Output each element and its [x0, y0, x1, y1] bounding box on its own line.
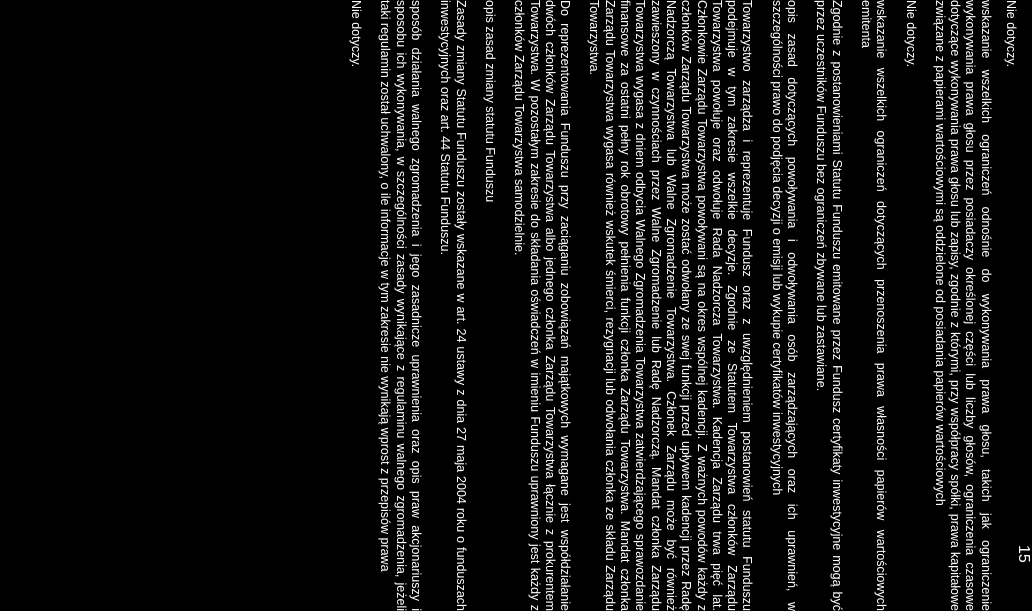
section-heading: wskazanie wszelkich ograniczeń odnośnie do wykonywania prawa głosu, takich jak ograniczenie wykonywania prawa głosu przez posiadaczy określonej części lub liczby głosów, ograniczenia czasowe dotyczące wykonywania prawa głosu lub zapisy, zgodnie z którymi, przy współpracy spółki, prawa kapitałowe związane z papierami wartościowymi są oddzielone od posiadania papierów wartościowych — [932, 0, 993, 611]
section-9 — [377, 0, 423, 611]
section-heading: wskazanie wszelkich ograniczeń dotyczących przenoszenia prawa własności papierów wartościowych emitenta — [858, 0, 889, 611]
page-content — [348, 0, 1018, 611]
section-heading: opis zasad dotyczących powoływania i odwoływania osób zarządzających oraz ich uprawnień, w szczególności prawo do podjęcia decyzji o emisji lub wykupie certyfikatów inwestycyjnych — [769, 0, 800, 611]
section-body: Do reprezentowania Funduszu przy zaciąganiu zobowiązań majątkowych wymagane jest współdziałanie dwóch członków Zarządu Towarzystwa albo jednego członka Zarządu Towarzystwa łącznie z prokurentem Towarzystwa. W pozostałym zakresie do składania oświadczeń w imieniu Funduszu uprawniony jest każdy z członków Zarządu Towarzystwa samodzielnie. — [512, 0, 573, 611]
intro-text: Nie dotyczy. — [1004, 0, 1018, 68]
section-5 — [932, 0, 993, 611]
section-body: Zgodnie z postanowieniami Statutu Funduszu emitowane przez Fundusz certyfikaty inwestycyjne mogą być przez uczestników Funduszu bez ograniczeń zbywane lub zastawiane. — [814, 0, 844, 611]
section-6 — [858, 0, 889, 611]
page-number: 15 — [1015, 545, 1032, 563]
section-body: Nie dotyczy. — [903, 0, 918, 68]
section-body: Towarzystwo zarządza i reprezentuje Fundusz oraz z uwzględnieniem postanowień statutu Funduszu podejmuje w tym zakresie wszelkie decyzje. Zgodnie ze Statutem Towarzystwa członków Zarządu Towarzystwa powołuje oraz odwołuje Rada Nadzorcza Towarzystwa. Kadencja Zarządu trwa pięć lat. Członkowie Zarządu Towarzystwa powoływani są na okres wspólnej kadencji. Z ważnych powodów każdy z członków Zarządu Towarzystwa może zostać odwołany ze swej funkcji przed upływem kadencji przez Radę Nadzorczą Towarzystwa lub Walne Zgromadzenie Towarzystwa. Członek Zarządu może być również zawieszony w czynnościach przez Walne Zgromadzenie lub Radę Nadzorczą. Mandat członka Zarządu Towarzystwa wygasa z dniem odbycia Walnego Zgromadzenia Towarzystwa zatwierdzającego sprawozdanie finansowe za ostatni pełny rok obrotowy pełnienia funkcji członka Zarządu Towarzystwa. Mandat członka Zarządu Towarzystwa wygasa również wskutek śmierci, rezygnacji lub odwołania członka ze składu Zarządu Towarzystwa. — [587, 0, 755, 611]
section-heading: sposób działania walnego zgromadzenia i jego zasadnicze uprawnienia oraz opis praw akcjonariuszy i sposobu ich wykonywania, w szczególności zasady wynikające z regulaminu walnego zgromadzenia, jeżeli taki regulamin został uchwalony, o ile informacje w tym zakresie nie wynikają wprost z przepisów prawa — [378, 0, 424, 611]
section-7 — [768, 0, 799, 611]
section-body: Nie dotyczy. — [349, 0, 364, 68]
section-8 — [482, 0, 497, 611]
section-body: Zasady zmiany Statutu Funduszu zostały wskazane w art. 24 ustawy z dnia 27 maja 2004 roku o funduszach inwestycyjnych oraz art. 44 Statutu Funduszu. — [438, 0, 468, 611]
section-heading: opis zasad zmiany statutu Funduszu — [482, 0, 497, 203]
